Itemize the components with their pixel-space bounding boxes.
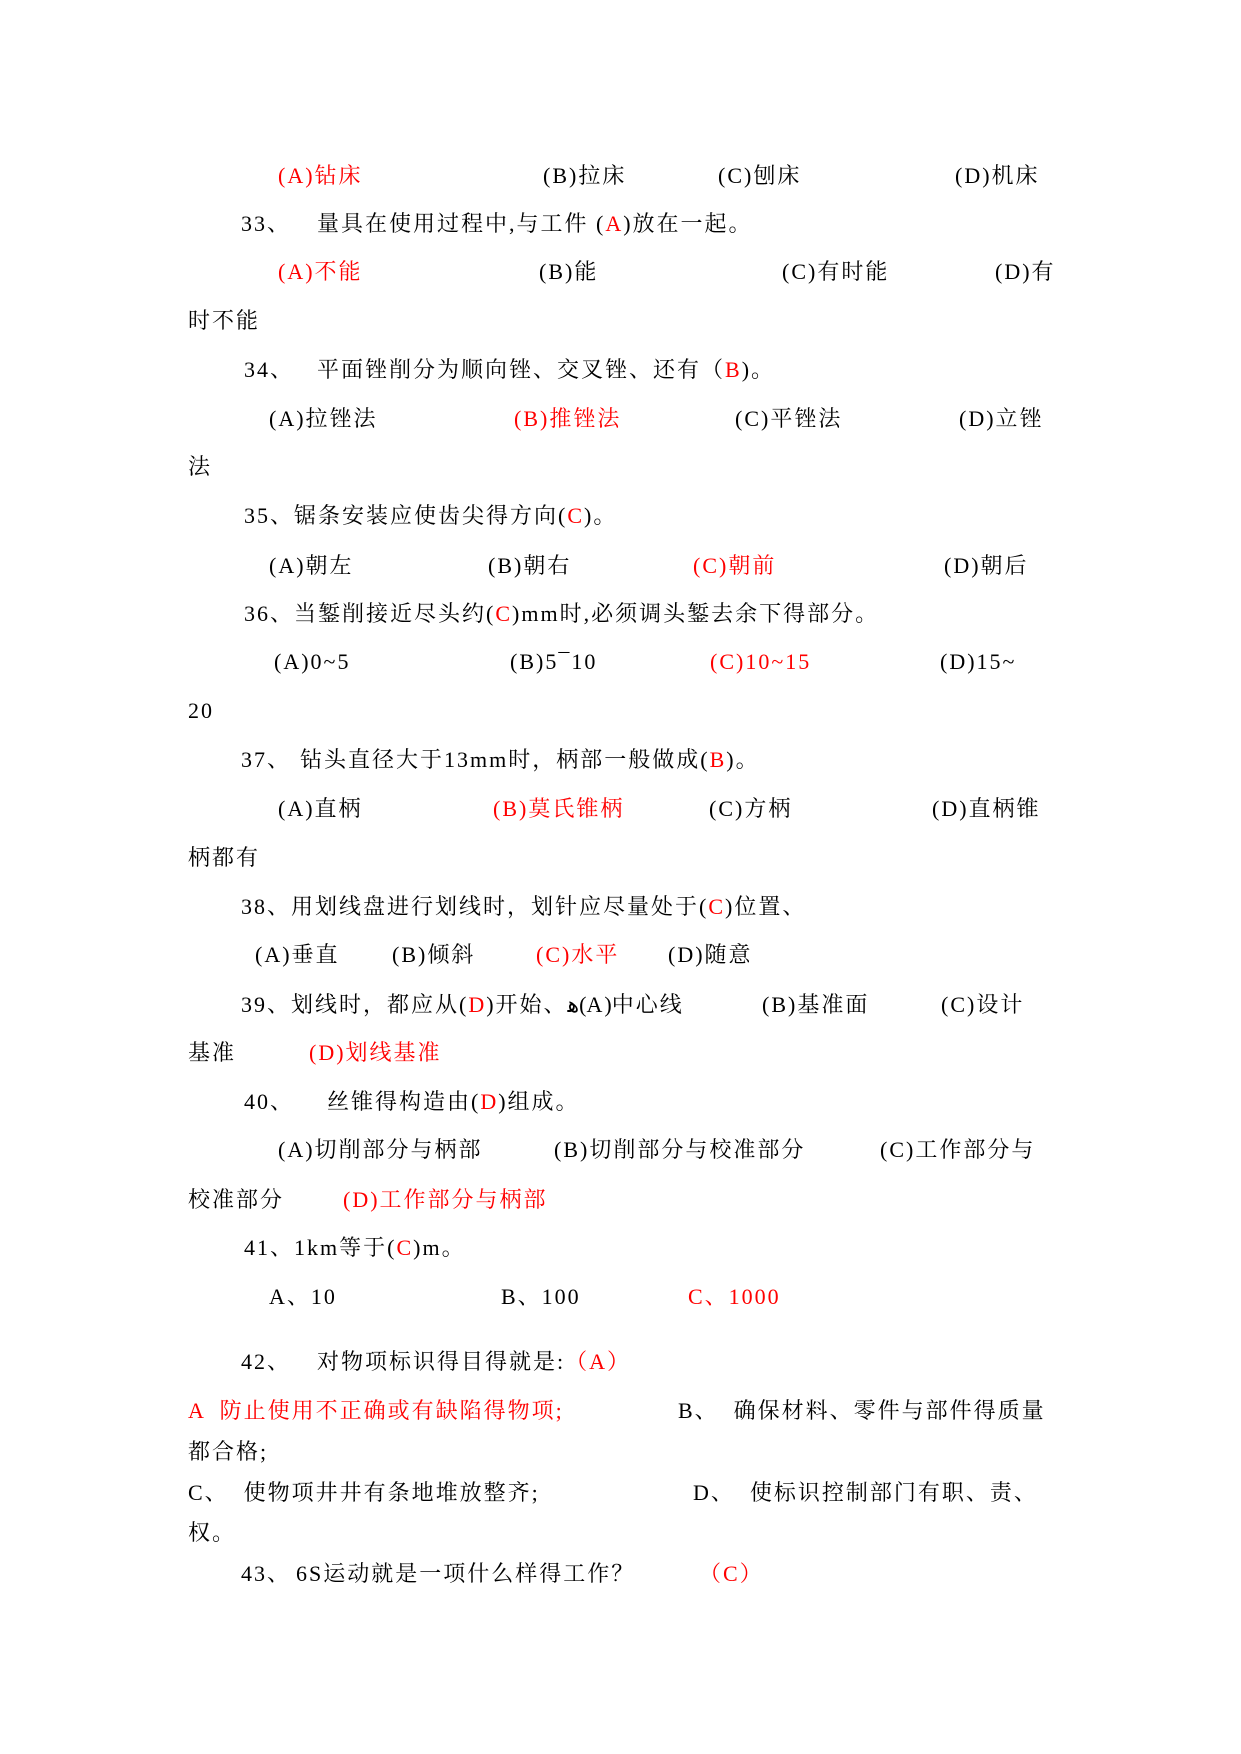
q39-option-d: (D)划线基准 [309,1040,442,1065]
q32-option-a: (A)钻床 [278,163,363,188]
q33-option-a: (A)不能 [278,259,363,284]
q37-stem-after: )。 [726,747,760,772]
q40-stem-before: 丝锥得构造由( [327,1089,481,1114]
q39-option-c-continued: 基准 [188,1040,237,1065]
q36-option-d: (D)15~ [940,649,1017,674]
q34-option-b: (B)推锉法 [514,406,622,431]
q34-stem-after: )。 [741,357,776,382]
q37-stem [300,745,760,775]
q43-answer: （C） [699,1561,764,1586]
q37-option-d-continued: 柄都有 [188,845,261,870]
q40-option-d: (D)工作部分与柄部 [343,1187,548,1212]
q34-option-a: (A)拉锉法 [269,406,378,431]
q39-option-c: (C)设计 [941,992,1025,1017]
q41-option-c: C、1000 [688,1284,781,1309]
q37-answer: B [709,747,727,772]
q39-stem [241,990,684,1020]
q39-stem-before: 39、划线时，都应从( [241,992,469,1017]
q33-option-d: (D)有 [995,259,1056,284]
q42-option-a: A 防止使用不正确或有缺陷得物项; [188,1398,564,1423]
q33-option-c: (C)有时能 [782,259,890,284]
q39-stem-after: )开始、ﻫ(A)中心线 [486,992,684,1017]
q36-option-c: (C)10~15 [710,649,812,674]
q36-stem-before: 36、当錾削接近尽头约( [244,601,496,626]
q42-option-d: D、 使标识控制部门有职、责、 [693,1480,1038,1505]
q37-option-c: (C)方柄 [709,796,793,821]
q34-option-d: (D)立锉 [959,406,1044,431]
q36-option-a: (A)0~5 [274,649,351,674]
q37-option-b: (B)莫氏锥柄 [493,796,625,821]
q42-option-b-continued: 都合格; [188,1439,269,1464]
q38-option-c: (C)水平 [536,942,620,967]
q32-option-d: (D)机床 [955,163,1040,188]
q40-option-c: (C)工作部分与 [880,1137,1036,1162]
q38-stem-after: )位置、 [725,894,807,919]
q35-stem-before: 35、锯条安装应使齿尖得方向( [244,503,568,528]
q34-stem-before: 平面锉削分为顺向锉、交叉锉、还有（ [317,357,726,382]
q40-stem [327,1087,580,1117]
q38-answer: C [708,894,726,919]
q39-option-b: (B)基准面 [762,992,870,1017]
q43-number: 43、 [241,1561,292,1586]
q41-stem-before: 41、1km等于( [244,1235,397,1260]
q35-option-a: (A)朝左 [269,553,354,578]
q38-option-b: (B)倾斜 [392,942,476,967]
q34-answer: B [725,357,742,382]
q36-answer: C [495,601,513,626]
q37-option-a: (A)直柄 [278,796,363,821]
q36-option-b: (B)5¯10 [510,649,598,674]
q36-option-d-continued: 20 [188,698,214,723]
q36-stem-after: )mm时,必须调头錾去余下得部分。 [512,601,880,626]
q36-stem [244,599,879,629]
q42-number: 42、 [241,1349,292,1374]
q38-option-a: (A)垂直 [255,942,340,967]
q40-answer: D [480,1089,499,1114]
q42-answer: （A） [565,1349,632,1374]
q34-stem [317,355,775,385]
q40-number: 40、 [244,1089,295,1114]
q37-option-d: (D)直柄锥 [932,796,1041,821]
q33-number: 33、 [241,211,292,236]
q33-option-b: (B)能 [539,259,599,284]
q41-stem-after: )m。 [413,1235,466,1260]
q39-answer: D [468,992,487,1017]
q38-option-d: (D)随意 [668,942,753,967]
q33-stem [317,209,753,239]
q34-number: 34、 [244,357,295,382]
q40-stem-after: )组成。 [498,1089,580,1114]
q42-option-d-continued: 权。 [188,1520,237,1545]
q35-stem [244,501,617,531]
q41-option-a: A、10 [269,1284,337,1309]
q35-option-c: (C)朝前 [693,553,777,578]
q35-option-d: (D)朝后 [944,553,1029,578]
q40-option-a: (A)切削部分与柄部 [278,1137,483,1162]
q33-stem-before: 量具在使用过程中,与工件 ( [317,211,606,236]
q42-option-b: B、 确保材料、零件与部件得质量 [678,1398,1046,1423]
q42-option-c: C、 使物项井井有条地堆放整齐; [188,1480,540,1505]
q42-stem-text: 对物项标识得目得就是: [317,1349,566,1374]
q33-answer: A [605,211,624,236]
q34-option-c: (C)平锉法 [735,406,843,431]
q37-stem-before: 钻头直径大于13mm时，柄部一般做成( [300,747,710,772]
q37-number: 37、 [241,747,292,772]
q42-stem [317,1347,631,1377]
q40-option-c-continued: 校准部分 [188,1187,285,1212]
q33-stem-after: )放在一起。 [623,211,753,236]
q35-stem-after: )。 [584,503,618,528]
q32-option-b: (B)拉床 [543,163,627,188]
q33-option-d-continued: 时不能 [188,308,261,333]
q32-option-c: (C)刨床 [718,163,802,188]
q35-option-b: (B)朝右 [488,553,572,578]
q41-option-b: B、100 [501,1284,581,1309]
q34-option-d-continued: 法 [188,454,213,479]
q41-stem [244,1233,466,1263]
q35-answer: C [567,503,585,528]
q41-answer: C [396,1235,414,1260]
q43-stem: 6S运动就是一项什么样得工作？ [296,1561,636,1586]
q38-stem [241,892,806,922]
q40-option-b: (B)切削部分与校准部分 [554,1137,806,1162]
q38-stem-before: 38、用划线盘进行划线时，划针应尽量处于( [241,894,709,919]
